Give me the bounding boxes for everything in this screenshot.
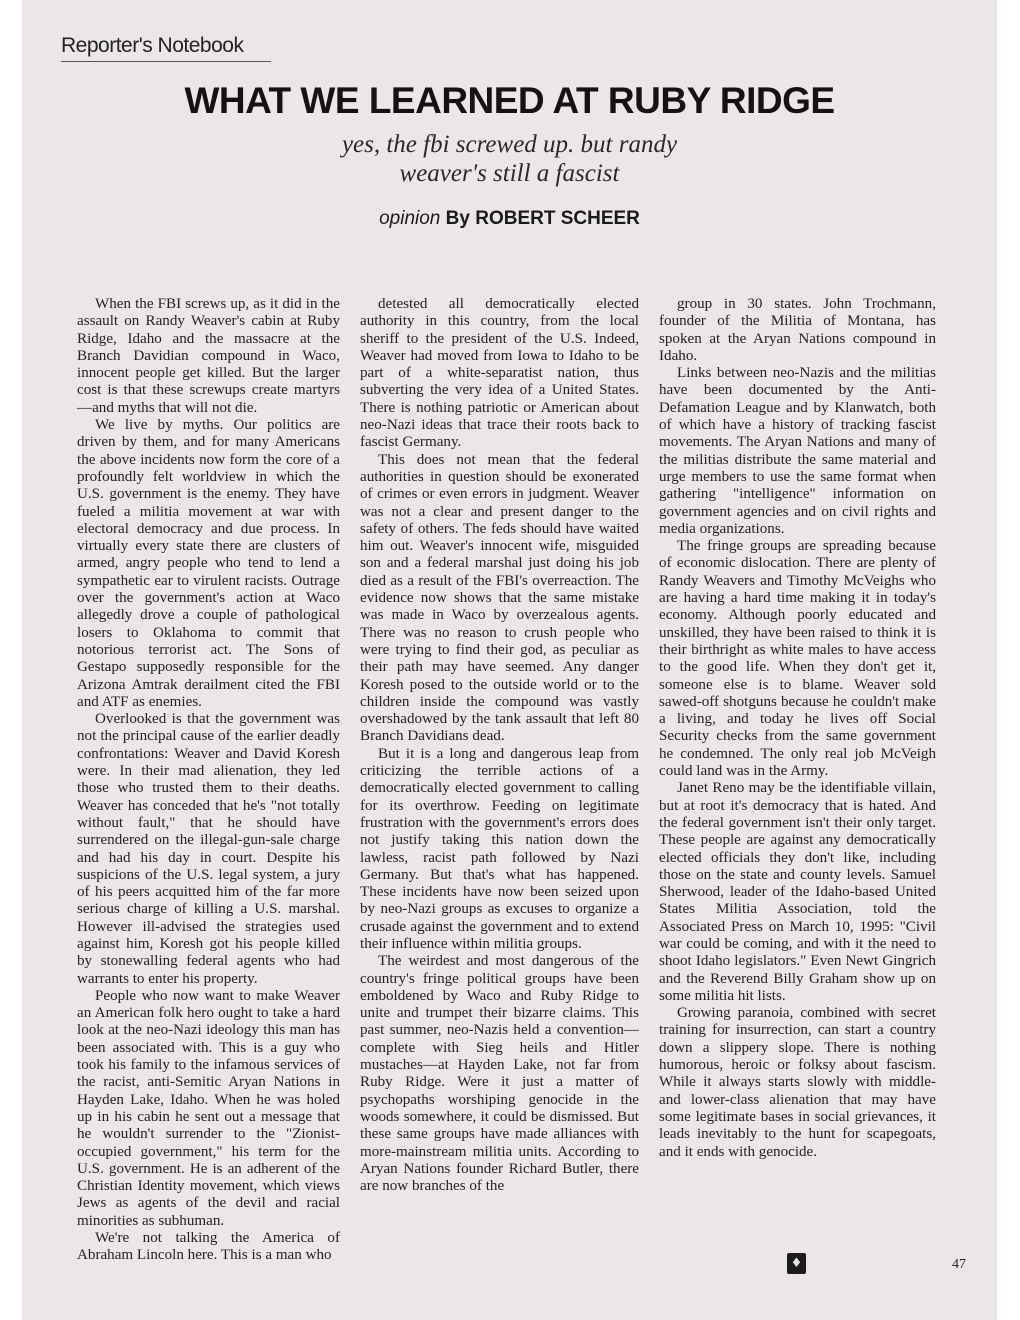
- section-rule: [61, 61, 271, 62]
- deck-line-2: weaver's still a fascist: [399, 160, 620, 187]
- article-column-1: [77, 296, 340, 1265]
- byline-author: By ROBERT SCHEER: [445, 208, 640, 229]
- paragraph: This does not mean that the federal authorities in question should be exonerated of crimes or even errors in judgment. Weaver was not a clear and present danger to the safety of others. The feds should have waited him out. Weaver's innocent wife, misguided son and a federal marshal just doing his job died as a result of the FBI's overreaction. The evidence now shows that the same mistake was made in Waco by overzealous agents. There was no reason to crush people who were trying to find their god, as peculiar as their path may have seemed. Any danger Koresh posed to the outside world or to the children inside the compound was vastly overshadowed by the tank assault that left 80 Branch Davidians dead.: [360, 451, 639, 745]
- byline: [22, 208, 997, 230]
- paragraph: group in 30 states. John Trochmann, founder of the Militia of Montana, has spoken at the Aryan Nations compound in Idaho.: [659, 296, 936, 364]
- paragraph: Janet Reno may be the identifiable villain, but at root it's democracy that is hated. And the federal government isn't their only target. These people are against any democratically elected officials they don't like, including those on the state and county levels. Samuel Sherwood, leader of the Idaho-based United States Militia Association, told the Associated Press on March 10, 1995: "Civil war could be coming, and with it the need to shoot Idaho legislators." Even Newt Gingrich and the Reverend Billy Graham show up on some militia hit lists.: [659, 780, 936, 1004]
- paragraph: Links between neo-Nazis and the militias have been documented by the Anti-Defamation League and by Klanwatch, both of which have a history of tracking fascist movements. The Aryan Nations and many of the militias distribute the same material and urge members to use the same format when gathering "intelligence" information on government agencies and on civil rights and media organizations.: [659, 365, 936, 537]
- article-column-3: [659, 296, 936, 1161]
- byline-kind: opinion: [379, 208, 441, 229]
- paragraph: But it is a long and dangerous leap from criticizing the terrible actions of a democratically elected government to calling for its overthrow. Feeding on legitimate frustration with the government's errors does not justify taking this nation down the lawless, racist path followed by Nazi Germany. But that's what has happened. These incidents have now been seized upon by neo-Nazi groups as excuses to organize a crusade against the government and to extend their influence within militia groups.: [360, 745, 639, 952]
- page-number: 47: [952, 1257, 966, 1272]
- article-column-2: [360, 296, 639, 1195]
- paragraph: We're not talking the America of Abraham Lincoln here. This is a man who: [77, 1230, 340, 1264]
- deck-line-1: yes, the fbi screwed up. but randy: [341, 131, 678, 158]
- paragraph: People who now want to make Weaver an American folk hero ought to take a hard look at the neo-Nazi ideology this man has been associated with. This is a guy who took his family to the infamous services of the racist, anti-Semitic Aryan Nations in Hayden Lake, Idaho. When he was holed up in his cabin he sent out a message that he wouldn't surrender to the "Zionist-occupied government," his term for the U.S. government. He is an adherent of the Christian Identity movement, which views Jews as agents of the devil and racial minorities as subhuman.: [77, 987, 340, 1229]
- paragraph: Growing paranoia, combined with secret training for insurrection, can start a country down a slippery slope. There is nothing humorous, heroic or folksy about fascism. While it always starts slowly with middle- and lower-class alienation that may have some legitimate bases in social grievances, it leads inevitably to the hunt for scapegoats, and it ends with genocide.: [659, 1005, 936, 1160]
- paragraph: When the FBI screws up, as it did in the assault on Randy Weaver's cabin at Ruby Ridge, Idaho and the massacre at the Branch Davidian compound in Waco, innocent people get killed. But the larger cost is that these screwups create martyrs—and myths that will not die.: [77, 296, 340, 416]
- paragraph: We live by myths. Our politics are driven by them, and for many Americans the above incidents now form the core of a profoundly felt worldview in which the U.S. government is the enemy. They have fueled a militia movement at war with electoral democracy and due process. In virtually every state there are clusters of armed, angry people who tend to lend a sympathetic ear to virulent racists. Outrage over the government's action at Waco allegedly drove a couple of pathological losers to Oklahoma to commit that notorious terrorist act. The Sons of Gestapo supposedly responsible for the Arizona Amtrak derailment cited the FBI and ATF as enemies.: [77, 417, 340, 710]
- paragraph: The weirdest and most dangerous of the country's fringe political groups have been emboldened by Waco and Ruby Ridge to unite and trumpet their bizarre claims. This past summer, neo-Nazis held a convention—complete with Sieg heils and Hitler mustaches—at Hayden Lake, not far from Ruby Ridge. Were it just a matter of psychopaths worshiping genocide in the woods somewhere, it could be dismissed. But these same groups have made alliances with more-mainstream militia units. According to Aryan Nations founder Richard Butler, there are now branches of the: [360, 953, 639, 1195]
- paragraph: detested all democratically elected authority in this country, from the local sheriff to the president of the U.S. Indeed, Weaver had moved from Iowa to Idaho to be part of a white-separatist nation, thus subverting the very idea of a United States. There is nothing patriotic or American about neo-Nazi ideas that trace their roots back to fascist Germany.: [360, 296, 639, 451]
- paragraph: Overlooked is that the government was not the principal cause of the earlier deadly confrontations: Weaver and David Koresh were. In their mad alienation, they led those who trusted them to their deaths. Weaver has conceded that he's "not totally without fault," that he should have surrendered on the illegal-gun-sale charge and had his day in court. Despite his suspicions of the U.S. legal system, a jury of his peers acquitted him of the far more serious charge of killing a U.S. marshal. However ill-advised the strategies used against him, Koresh got his people killed by stonewalling federal agents who had warrants to enter his property.: [77, 711, 340, 987]
- playboy-bunny-icon: ♦: [787, 1253, 806, 1274]
- section-label: Reporter's Notebook: [61, 34, 244, 57]
- paragraph: The fringe groups are spreading because of economic dislocation. There are plenty of Randy Weavers and Timothy McVeighs who are having a hard time making it in today's economy. Although poorly educated and unskilled, they have been raised to think it is their birthright as white males to have access to the good life. When they don't get it, someone else is to blame. Weaver sold sawed-off shotguns because he couldn't make a living, and today he lives off Social Security checks from the same government he condemned. The only real job McVeigh could land was in the Army.: [659, 538, 936, 780]
- headline: WHAT WE LEARNED AT RUBY RIDGE: [184, 80, 835, 121]
- deck: [22, 130, 997, 188]
- magazine-page: [22, 0, 997, 1320]
